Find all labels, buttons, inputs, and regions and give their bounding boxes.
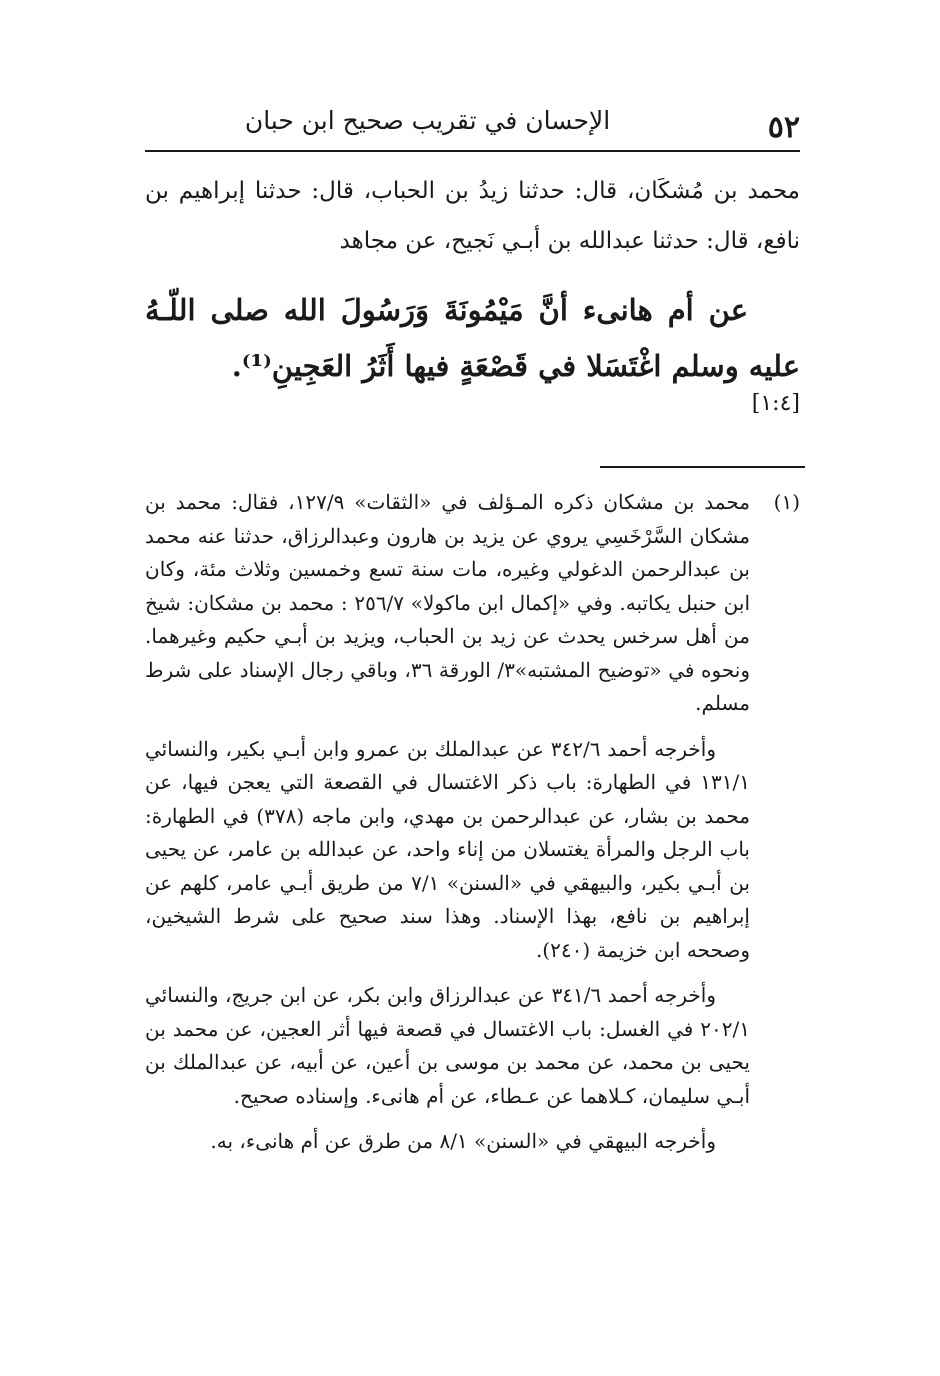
footnote-1-text: محمد بن مشكان ذكره المـؤلف في «الثقات» ١٢٧/٩، فقال: محمد بن مشكان السَّرْخَسِي يروي عن يزيد بن هارون وعبدالرزاق، حدثنا عنه محمد بن عبدالرحمن الدغولي وغيره، مات سنة تسع وخمسين وثلاث مئة، وكان ابن حنبل يكاتبه. وفي «إكمال ابن ماكولا» ٢٥٦/٧ : محمد بن مشكان: شيخ من أهل سرخس يحدث عن زيد بن الحباب، ويزيد بن أبـي حكيم وغيرهما. ونحوه في «توضيح المشتبه»٣/ الورقة ٣٦، وباقي رجال الإسناد على شرط مسلم. — [145, 490, 751, 715]
hadith-matn: عن أم هانىء أنَّ مَيْمُونَةَ وَرَسُولَ الله صلى اللّـهُ عليه وسلم اغْتَسَلا في قَصْعَةٍ فيها أَثَرُ العَجِينِ⁽¹⁾. — [145, 293, 800, 383]
footnotes — [145, 486, 800, 1159]
page-header — [145, 96, 800, 146]
footnote-paragraph-4: وأخرجه البيهقي في «السنن» ٨/١ من طرق عن أم هانىء، به. — [210, 1129, 716, 1153]
footnote-marker: (١) — [773, 490, 800, 514]
footnote-separator — [600, 466, 805, 468]
isnad-text: محمد بن مُشكَان، قال: حدثنا زيدُ بن الحباب، قال: حدثنا إبراهيم بن نافع، قال: حدثنا عبدالله بن أبـي نَجيح، عن مجاهد — [145, 178, 800, 254]
footnote-paragraph-2: وأخرجه أحمد ٣٤٢/٦ عن عبدالملك بن عمرو وابن أبـي بكير، والنسائي ١٣١/١ في الطهارة: باب ذكر الاغتسال في القصعة التي يعجن فيها، عن محمد بن بشار، عن عبدالرحمن بن مهدي، وابن ماجه (٣٧٨) في الطهارة: باب الرجل والمرأة يغتسلان من إناء واحد، عن عبدالله بن عامر، عن يحيى بن أبـي بكير، والبيهقي في «السنن» ٧/١ من طريق أبـي عامر، كلهم عن إبراهيم بن نافع، بهذا الإسناد. وهذا سند صحيح على شرط الشيخين، وصححه ابن خزيمة (٢٤٠). — [145, 736, 750, 962]
running-title: الإحسان في تقريب صحيح ابن حبان — [244, 106, 611, 135]
footnote-paragraph-3: وأخرجه أحمد ٣٤١/٦ عن عبدالرزاق وابن بكر، عن ابن جريج، والنسائي ٢٠٢/١ في الغسل: باب الاغتسال في قصعة فيها أثر العجين، عن محمد بن يحيى بن محمد، عن محمد بن موسى بن أعين، عن أبيه، عن عبدالملك بن أبـي سليمان، كـلاهما عن عـطاء، عن أم هانىء. وإسناده صحيح. — [145, 983, 750, 1108]
header-rule — [145, 150, 800, 152]
footnote-1 — [145, 486, 800, 721]
page-number: ٥٢ — [767, 110, 800, 145]
hadith-reference: [١:٤] — [751, 391, 800, 416]
